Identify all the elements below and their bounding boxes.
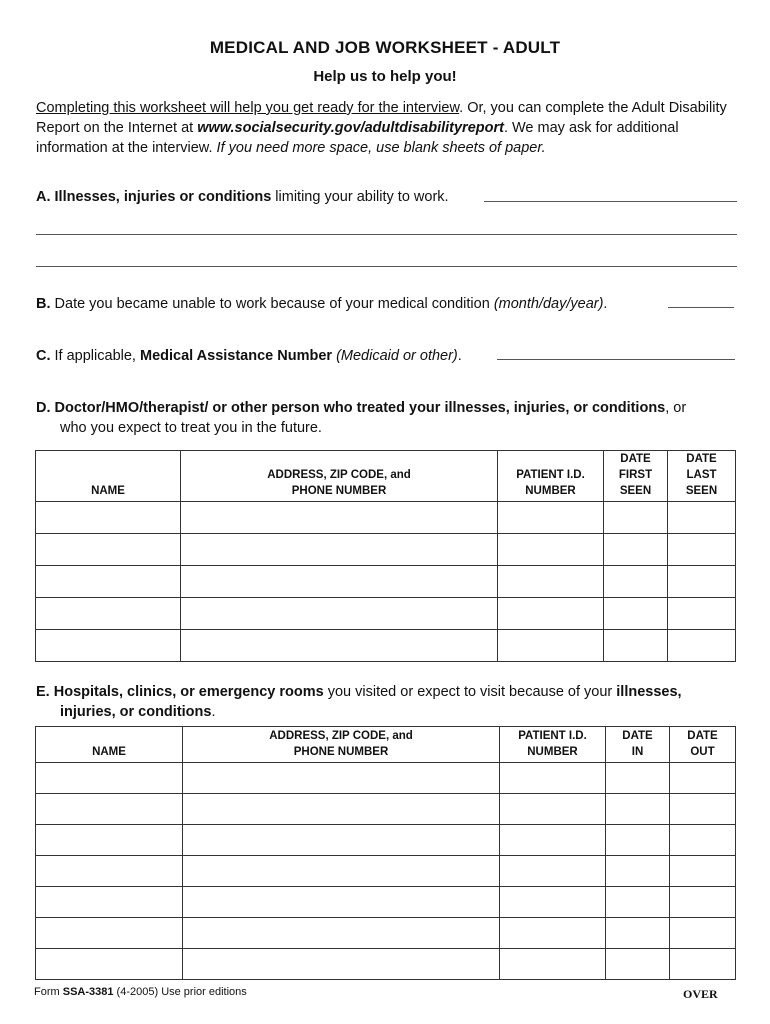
- section-d-bold: Doctor/HMO/therapist/ or other person who treated your illnesses, injuries, or conditions: [54, 400, 666, 416]
- section-c-answer-line[interactable]: [497, 359, 735, 360]
- section-d-question-line2: who you expect to treat you in the future.: [60, 420, 322, 436]
- section-a-question: [36, 187, 449, 207]
- section-c-bold: Medical Assistance Number: [139, 348, 333, 364]
- form-title: MEDICAL AND JOB WORKSHEET - ADULT: [209, 38, 561, 57]
- name-cell[interactable]: [36, 949, 183, 980]
- address-cell[interactable]: [183, 825, 500, 856]
- section-e-bold2: illnesses,: [616, 684, 682, 700]
- address-cell[interactable]: [183, 918, 500, 949]
- section-b-text: Date you became unable to work because of your medical condition: [50, 296, 494, 312]
- section-c-text: If applicable,: [50, 348, 140, 364]
- date-first-cell[interactable]: [604, 566, 668, 598]
- patient-id-cell[interactable]: [500, 794, 606, 825]
- date-last-cell[interactable]: [668, 630, 736, 662]
- patient-id-cell[interactable]: [500, 825, 606, 856]
- patient-id-cell[interactable]: [500, 887, 606, 918]
- date-last-cell[interactable]: [668, 566, 736, 598]
- section-a-answer-line-3[interactable]: [36, 266, 737, 267]
- patient-id-cell[interactable]: [500, 856, 606, 887]
- name-cell[interactable]: [36, 534, 181, 566]
- section-c-question: [36, 346, 462, 366]
- date-last-cell[interactable]: [668, 598, 736, 630]
- address-cell[interactable]: [181, 630, 498, 662]
- over-label: OVER: [683, 987, 718, 1001]
- date-out-cell[interactable]: [670, 949, 736, 980]
- section-e-line2-bold: injuries, or conditions: [60, 704, 212, 720]
- intro-part2: . We may ask for additional information at the interview.: [36, 120, 679, 156]
- date-in-cell[interactable]: [606, 794, 670, 825]
- intro-italic: If you need more space, use blank sheets of paper.: [216, 140, 546, 156]
- date-first-cell[interactable]: [604, 502, 668, 534]
- address-cell[interactable]: [181, 534, 498, 566]
- hospitals-table: [35, 726, 736, 980]
- section-a-bold: Illnesses, injuries or conditions: [54, 189, 272, 205]
- date-out-cell[interactable]: [670, 918, 736, 949]
- patient-id-cell[interactable]: [500, 918, 606, 949]
- date-first-cell[interactable]: [604, 630, 668, 662]
- table-row: [36, 630, 736, 662]
- footer-edition: (4-2005) Use prior editions: [113, 986, 247, 998]
- patient-id-cell[interactable]: [500, 949, 606, 980]
- address-cell[interactable]: [183, 763, 500, 794]
- patient-id-cell[interactable]: [498, 598, 604, 630]
- section-c-end: .: [457, 348, 462, 364]
- table-row: [36, 918, 736, 949]
- section-e-bold: Hospitals, clinics, or emergency rooms: [53, 684, 324, 700]
- name-cell[interactable]: [36, 598, 181, 630]
- date-first-cell[interactable]: [604, 598, 668, 630]
- col-date-last-seen: DATE LAST SEEN: [668, 451, 736, 502]
- table-row: [36, 598, 736, 630]
- name-cell[interactable]: [36, 763, 183, 794]
- hospitals-table-header: [36, 727, 736, 763]
- col-date-in: DATE IN: [606, 727, 670, 763]
- name-cell[interactable]: [36, 825, 183, 856]
- address-cell[interactable]: [183, 949, 500, 980]
- address-cell[interactable]: [181, 598, 498, 630]
- date-in-cell[interactable]: [606, 949, 670, 980]
- date-in-cell[interactable]: [606, 887, 670, 918]
- table-row: [36, 949, 736, 980]
- name-cell[interactable]: [36, 887, 183, 918]
- table-row: [36, 887, 736, 918]
- table-row: [36, 763, 736, 794]
- date-last-cell[interactable]: [668, 502, 736, 534]
- section-b-question: [36, 294, 607, 314]
- date-in-cell[interactable]: [606, 856, 670, 887]
- patient-id-cell[interactable]: [500, 763, 606, 794]
- table-row: [36, 566, 736, 598]
- section-b-answer-line[interactable]: [668, 307, 734, 308]
- date-out-cell[interactable]: [670, 825, 736, 856]
- section-d-rest: , or: [665, 400, 687, 416]
- section-e-question-line2: [60, 702, 216, 722]
- col-patient-id: PATIENT I.D. NUMBER: [498, 451, 604, 502]
- address-cell[interactable]: [183, 856, 500, 887]
- section-a-answer-line-2[interactable]: [36, 234, 737, 235]
- form-footer: [34, 986, 247, 998]
- intro-paragraph: [36, 98, 740, 158]
- section-e-question: [36, 682, 682, 702]
- form-subtitle: Help us to help you!: [313, 68, 457, 85]
- section-c-italic: (Medicaid or other): [332, 348, 458, 364]
- patient-id-cell[interactable]: [498, 630, 604, 662]
- section-a-letter: A.: [36, 189, 51, 205]
- address-cell[interactable]: [183, 887, 500, 918]
- col-address: ADDRESS, ZIP CODE, and PHONE NUMBER: [183, 727, 500, 763]
- section-d-letter: D.: [36, 400, 51, 416]
- col-name: NAME: [36, 451, 181, 502]
- name-cell[interactable]: [36, 856, 183, 887]
- name-cell[interactable]: [36, 918, 183, 949]
- section-e-line2-end: .: [211, 704, 216, 720]
- patient-id-cell[interactable]: [498, 534, 604, 566]
- section-a-answer-line-1[interactable]: [484, 201, 737, 202]
- date-out-cell[interactable]: [670, 856, 736, 887]
- section-a-rest: limiting your ability to work.: [271, 189, 449, 205]
- name-cell[interactable]: [36, 794, 183, 825]
- intro-part1: . Or, you can complete the Adult Disability Report on the Internet at: [36, 100, 727, 136]
- col-name: NAME: [36, 727, 183, 763]
- col-address: ADDRESS, ZIP CODE, and PHONE NUMBER: [181, 451, 498, 502]
- table-row: [36, 794, 736, 825]
- col-date-out: DATE OUT: [670, 727, 736, 763]
- table-row: [36, 825, 736, 856]
- section-e-rest: you visited or expect to visit because of your: [323, 684, 617, 700]
- name-cell[interactable]: [36, 566, 181, 598]
- date-last-cell[interactable]: [668, 534, 736, 566]
- name-cell[interactable]: [36, 630, 181, 662]
- date-in-cell[interactable]: [606, 918, 670, 949]
- patient-id-cell[interactable]: [498, 502, 604, 534]
- table-row: [36, 502, 736, 534]
- table-row: [36, 856, 736, 887]
- footer-form-label: Form: [34, 986, 63, 998]
- doctors-table-header: [36, 451, 736, 502]
- date-out-cell[interactable]: [670, 887, 736, 918]
- section-c-letter: C.: [36, 348, 51, 364]
- footer-form-number: SSA-3381: [62, 986, 114, 998]
- col-date-first-seen: DATE FIRST SEEN: [604, 451, 668, 502]
- name-cell[interactable]: [36, 502, 181, 534]
- patient-id-cell[interactable]: [498, 566, 604, 598]
- section-b-end: .: [603, 296, 608, 312]
- address-cell[interactable]: [183, 794, 500, 825]
- date-in-cell[interactable]: [606, 763, 670, 794]
- intro-underlined: Completing this worksheet will help you get ready for the interview: [36, 100, 460, 116]
- table-row: [36, 534, 736, 566]
- date-in-cell[interactable]: [606, 825, 670, 856]
- doctors-table: [35, 450, 736, 662]
- section-e-letter: E.: [36, 684, 50, 700]
- section-d-question: [36, 398, 686, 418]
- section-b-letter: B.: [36, 296, 51, 312]
- section-b-italic: (month/day/year): [493, 296, 604, 312]
- address-cell[interactable]: [181, 502, 498, 534]
- intro-url: www.socialsecurity.gov/adultdisabilityreport: [197, 120, 504, 136]
- col-patient-id: PATIENT I.D. NUMBER: [500, 727, 606, 763]
- date-out-cell[interactable]: [670, 763, 736, 794]
- address-cell[interactable]: [181, 566, 498, 598]
- date-first-cell[interactable]: [604, 534, 668, 566]
- date-out-cell[interactable]: [670, 794, 736, 825]
